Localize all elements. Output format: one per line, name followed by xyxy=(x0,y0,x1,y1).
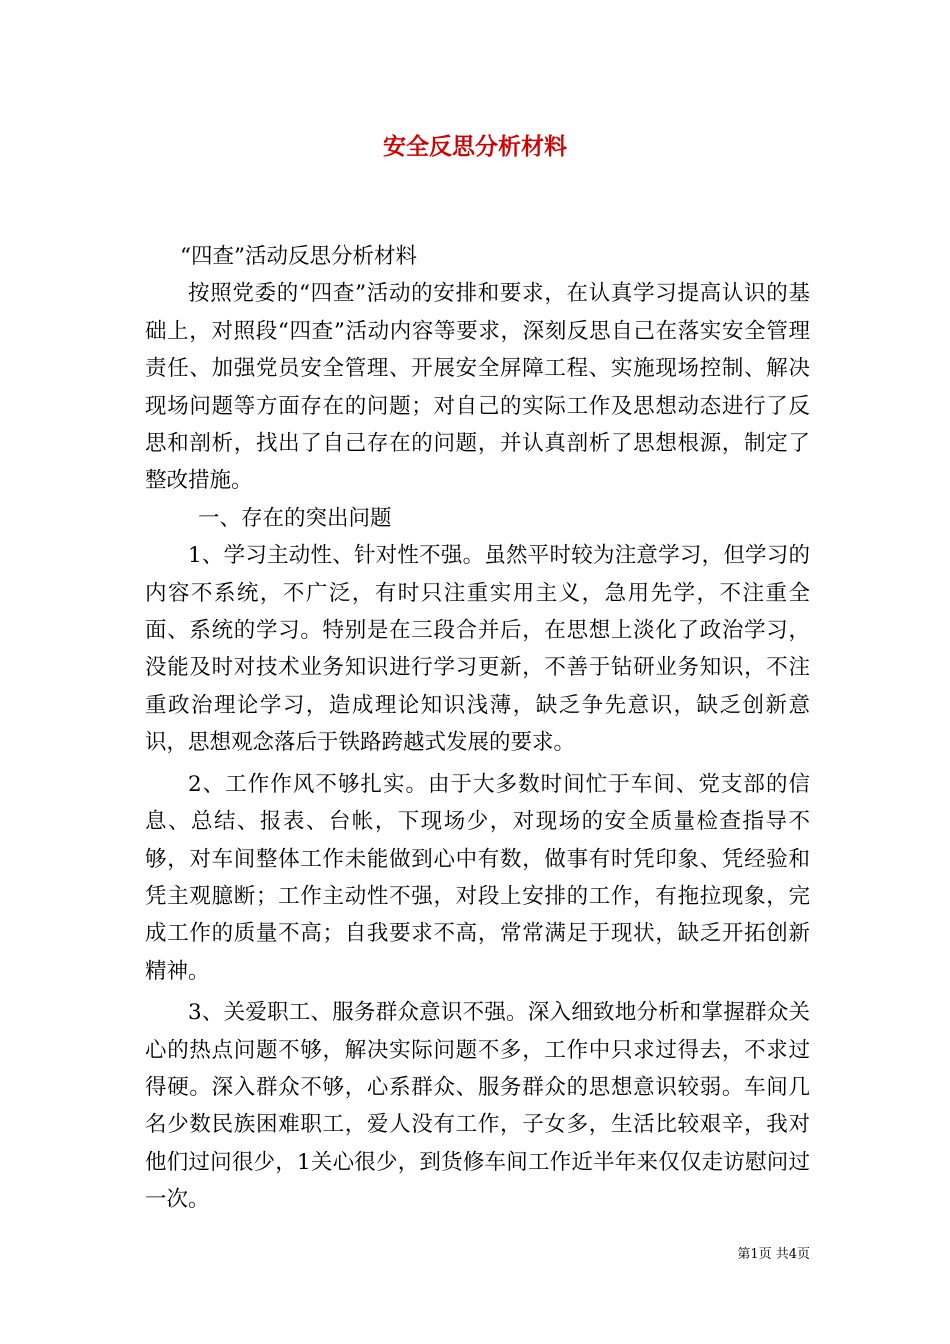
page-indicator: 第1页 共4页 xyxy=(737,1247,810,1262)
subtitle-paragraph: “四查”活动反思分析材料 xyxy=(180,244,417,269)
issue-paragraph-1: 1、学习主动性、针对性不强。虽然平时较为注意学习，但学习的内容不系统，不广泛，有时只注重实用主义，急用先学，不注重全面、系统的学习。特别是在三段合并后，在思想上淡化了政治学习，没能及时对技术业务知识进行学习更新，不善于钻研业务知识，不注重政治理论学习，造成理论知识浅薄，缺乏争先意识，缺乏创新意识，思想观念落后于铁路跨越式发展的要求。 xyxy=(145,543,810,756)
issue-paragraph-2: 2、工作作风不够扎实。由于大多数时间忙于车间、党支部的信息、总结、报表、台帐，下现场少，对现场的安全质量检查指导不够，对车间整体工作未能做到心中有数，做事有时凭印象、凭经验和凭主观臆断；工作主动性不强，对段上安排的工作，有拖拉现象，完成工作的质量不高；自我要求不高，常常满足于现状，缺乏开拓创新精神。 xyxy=(145,771,810,984)
issue-paragraph-3: 3、关爱职工、服务群众意识不强。深入细致地分析和掌握群众关心的热点问题不够，解决实际问题不多，工作中只求过得去，不求过得硬。深入群众不够，心系群众、服务群众的思想意识较弱。车间几名少数民族困难职工，爱人没有工作，子女多，生活比较艰辛，我对他们过问很少，1关心很少，到货修车间工作近半年来仅仅走访慰问过一次。 xyxy=(145,1000,810,1213)
document-title: 安全反思分析材料 xyxy=(383,133,567,160)
intro-paragraph: 按照党委的“四查”活动的安排和要求，在认真学习提高认识的基础上，对照段“四查”活动内容等要求，深刻反思自己在落实安全管理责任、加强党员安全管理、开展安全屏障工程、实施现场控制、解决现场问题等方面存在的问题；对自己的实际工作及思想动态进行了反思和剖析，找出了自己存在的问题，并认真剖析了思想根源，制定了整改措施。 xyxy=(145,281,810,494)
section-heading: 一、存在的突出问题 xyxy=(198,505,392,531)
document-body xyxy=(145,238,810,1219)
